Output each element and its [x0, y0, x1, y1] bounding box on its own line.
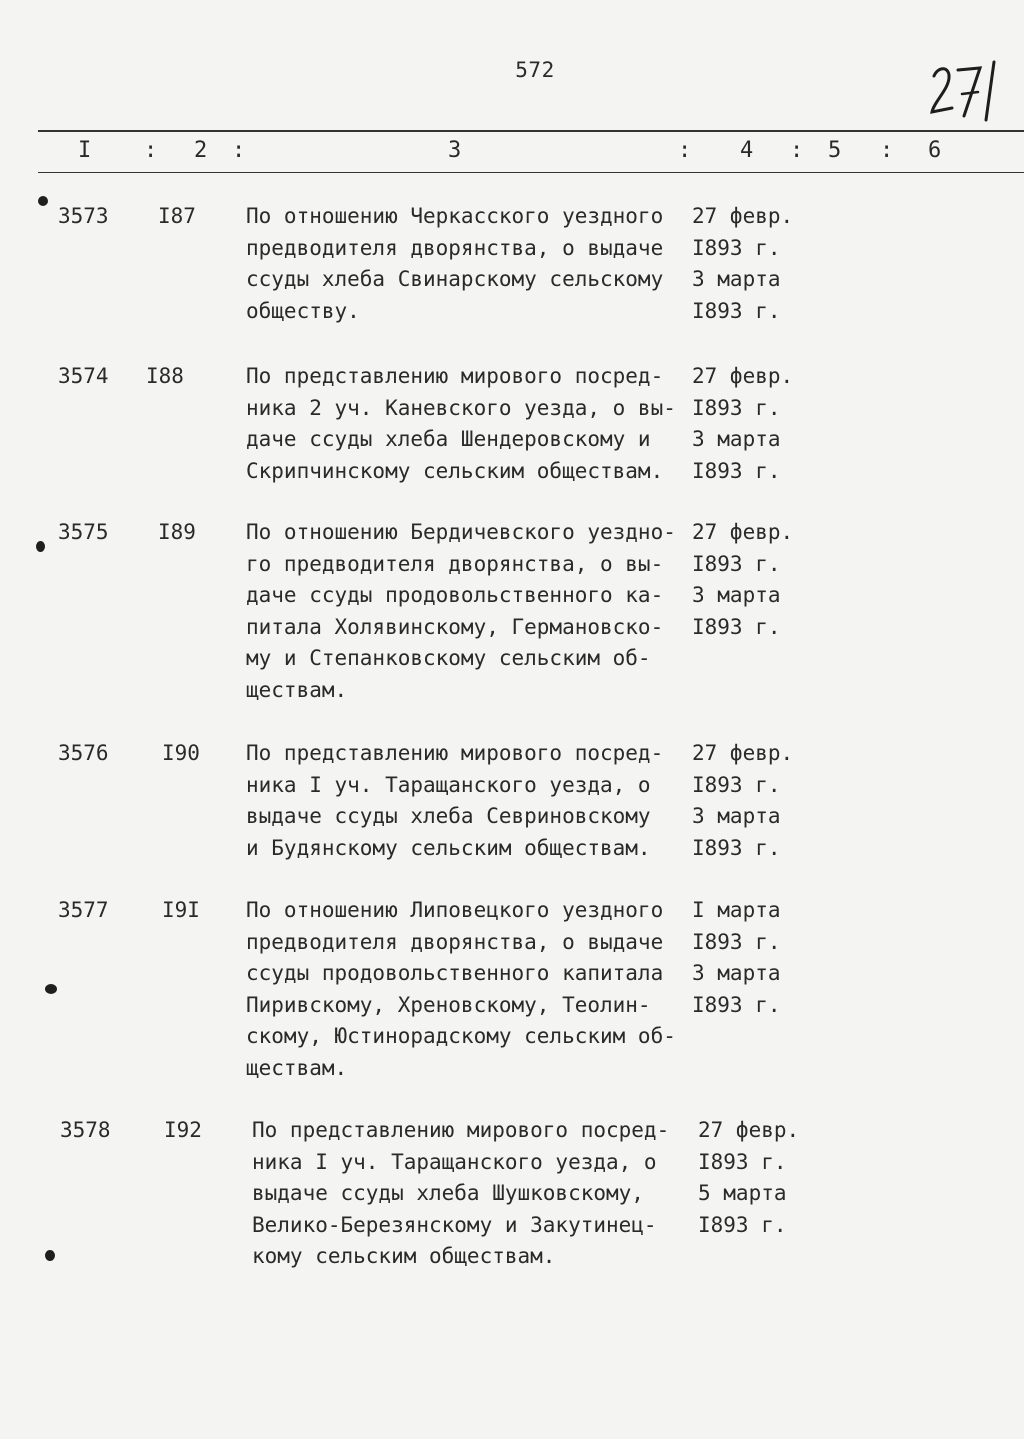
- record-dates: [692, 895, 812, 1021]
- column-separator: :: [144, 138, 158, 163]
- date-line: I893 г.: [692, 235, 781, 260]
- record-dates: [692, 738, 812, 864]
- date-line: 27 февр.: [692, 204, 794, 228]
- column-header-3: 3: [448, 138, 462, 163]
- date-line: I893 г.: [698, 1149, 787, 1174]
- description-line: ществам.: [246, 1055, 348, 1080]
- record-description: [246, 895, 686, 1084]
- column-separator: :: [678, 138, 692, 163]
- date-line: I893 г.: [692, 835, 781, 860]
- column-separator: :: [232, 138, 246, 163]
- record-dates: [692, 361, 812, 487]
- column-header-4: 4: [740, 138, 754, 163]
- description-line: По отношению Бердичевского уездно-: [246, 520, 676, 544]
- ink-mark-icon: [45, 1250, 55, 1261]
- date-line: 3 марта: [692, 961, 781, 985]
- record-subnumber: I9I: [162, 898, 200, 922]
- record-number: 3573: [58, 204, 109, 228]
- description-line: По отношению Черкасского уездного: [246, 204, 664, 228]
- record-subnumber: I88: [146, 364, 184, 388]
- date-line: 27 февр.: [692, 364, 794, 388]
- description-line: ссуды продовольственного капитала: [246, 961, 664, 985]
- record-subnumber: I92: [164, 1118, 202, 1142]
- date-line: I893 г.: [692, 298, 781, 323]
- description-line: выдаче ссуды хлеба Севриновскому: [246, 804, 651, 828]
- date-line: I893 г.: [692, 772, 781, 797]
- column-separator: :: [880, 138, 894, 163]
- record-subnumber: I87: [158, 204, 196, 228]
- date-line: 27 февр.: [692, 520, 794, 544]
- date-line: 3 марта: [692, 804, 781, 828]
- description-line: По отношению Липовецкого уездного: [246, 898, 664, 922]
- record-number: 3576: [58, 741, 109, 765]
- description-line: даче ссуды продовольственного ка-: [246, 583, 664, 607]
- date-line: 3 марта: [692, 427, 781, 451]
- date-line: 27 февр.: [698, 1118, 800, 1142]
- date-line: 5 марта: [698, 1181, 787, 1205]
- description-line: По представлению мирового посред-: [246, 741, 664, 765]
- description-line: скому, Юстинорадскому сельским об-: [246, 1024, 676, 1048]
- date-line: I893 г.: [692, 551, 781, 576]
- record-number: 3575: [58, 520, 109, 544]
- record-subnumber: I90: [162, 741, 200, 765]
- ink-mark-icon: [36, 541, 45, 552]
- folio-number-handwritten: [924, 46, 1014, 126]
- description-line: выдаче ссуды хлеба Шушковскому,: [252, 1181, 644, 1205]
- description-line: ссуды хлеба Свинарскому сельскому: [246, 267, 664, 291]
- description-line: Пиривскому, Хреновскому, Теолин-: [246, 992, 651, 1017]
- record-description: [246, 361, 686, 487]
- handwritten-folio-icon: [924, 46, 1014, 126]
- record-description: [246, 738, 686, 864]
- column-header-row: [0, 138, 1024, 168]
- column-separator: :: [790, 138, 804, 163]
- record-description: [246, 201, 686, 327]
- date-line: I893 г.: [692, 614, 781, 639]
- column-header-1: I: [78, 138, 92, 163]
- column-header-6: 6: [928, 138, 942, 163]
- description-line: предводителя дворянства, о выдаче: [246, 929, 664, 954]
- record-number: 3578: [60, 1118, 111, 1142]
- description-line: го предводителя дворянства, о вы-: [246, 551, 664, 576]
- description-line: Велико-Березянскому и Закутинец-: [252, 1212, 657, 1237]
- record-dates: [698, 1115, 818, 1241]
- record-dates: [692, 201, 812, 327]
- description-line: питала Холявинскому, Германовско-: [246, 614, 664, 639]
- column-header-2: 2: [194, 138, 208, 163]
- description-line: ника I уч. Таращанского уезда, о: [246, 772, 651, 797]
- description-line: предводителя дворянства, о выдаче: [246, 235, 664, 260]
- description-line: Скрипчинскому сельским обществам.: [246, 458, 664, 483]
- description-line: ществам.: [246, 677, 348, 702]
- date-line: I893 г.: [698, 1212, 787, 1237]
- date-line: 3 марта: [692, 267, 781, 291]
- description-line: ника 2 уч. Каневского уезда, о вы-: [246, 395, 676, 420]
- description-line: и Будянскому сельским обществам.: [246, 835, 651, 860]
- description-line: му и Степанковскому сельским об-: [246, 646, 651, 670]
- ink-mark-icon: [45, 984, 57, 994]
- date-line: I893 г.: [692, 458, 781, 483]
- description-line: кому сельским обществам.: [252, 1244, 556, 1268]
- header-bottom-rule: [38, 172, 1024, 173]
- record-number: 3577: [58, 898, 109, 922]
- page-number: 572: [515, 58, 555, 82]
- header-top-rule: [38, 130, 1024, 132]
- date-line: I893 г.: [692, 992, 781, 1017]
- ink-mark-icon: [38, 196, 48, 206]
- description-line: обществу.: [246, 298, 360, 323]
- description-line: ника I уч. Таращанского уезда, о: [252, 1149, 657, 1174]
- date-line: 3 марта: [692, 583, 781, 607]
- record-number: 3574: [58, 364, 109, 388]
- record-subnumber: I89: [158, 520, 196, 544]
- description-line: По представлению мирового посред-: [246, 364, 664, 388]
- column-header-5: 5: [828, 138, 842, 163]
- record-description: [246, 517, 686, 706]
- date-line: I марта: [692, 898, 781, 922]
- record-description: [252, 1115, 692, 1273]
- record-dates: [692, 517, 812, 643]
- description-line: даче ссуды хлеба Шендеровскому и: [246, 427, 651, 451]
- date-line: I893 г.: [692, 395, 781, 420]
- date-line: I893 г.: [692, 929, 781, 954]
- description-line: По представлению мирового посред-: [252, 1118, 670, 1142]
- date-line: 27 февр.: [692, 741, 794, 765]
